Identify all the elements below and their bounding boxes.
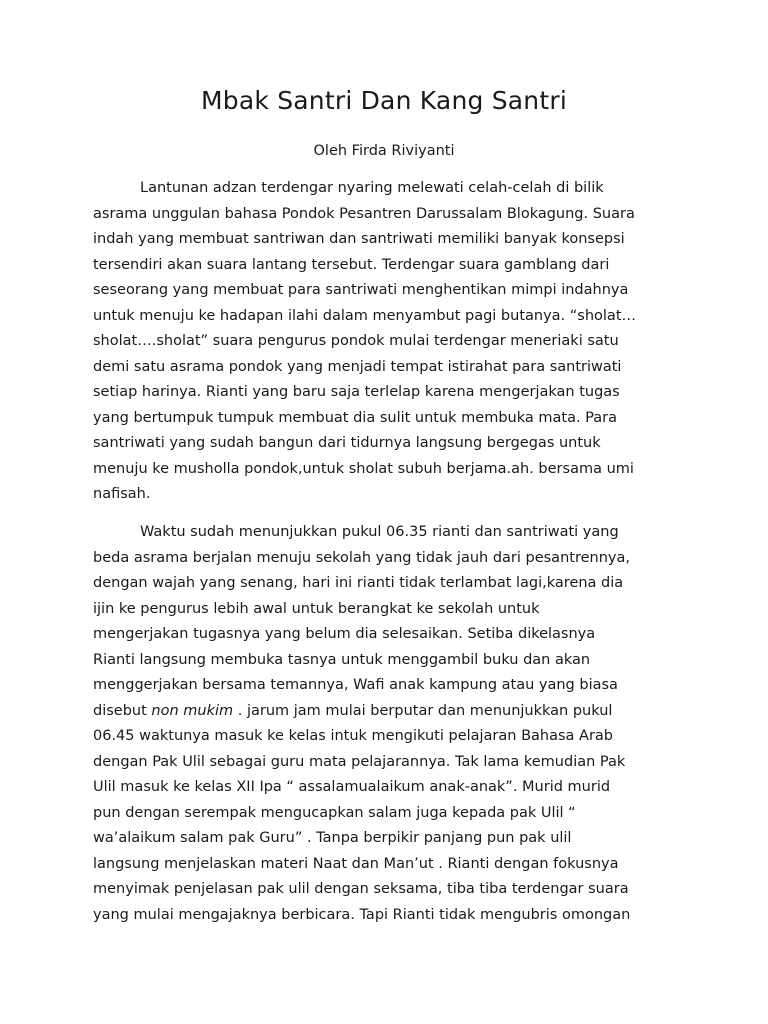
text-line: demi satu asrama pondok yang menjadi tempat istirahat para santriwati — [93, 358, 622, 375]
text-line: nafisah. — [93, 486, 151, 502]
text-line: untuk menuju ke hadapan ilahi dalam menyambut pagi butanya. “sholat… — [93, 307, 636, 324]
text-line: beda asrama berjalan menuju sekolah yang tidak jauh dari pesantrennya, — [93, 549, 630, 566]
text-line: menyimak penjelasan pak ulil dengan seksama, tiba tiba terdengar suara — [93, 881, 629, 897]
text-line: dengan wajah yang senang, hari ini rianti tidak terlambat lagi,karena dia — [93, 575, 624, 591]
text-line: dengan Pak Ulil sebagai guru mata pelajarannya. Tak lama kemudian Pak — [93, 753, 626, 770]
text-line: Rianti langsung membuka tasnya untuk menggambil buku dan akan — [93, 651, 591, 668]
paragraph-1 — [93, 176, 683, 508]
text-line: 06.45 waktunya masuk ke kelas intuk mengikuti pelajaran Bahasa Arab — [93, 728, 614, 744]
text-line: Waktu sudah menunjukkan pukul 06.35 rianti dan santriwati yang — [140, 524, 619, 540]
text-line: Lantunan adzan terdengar nyaring melewati celah-celah di bilik — [140, 180, 604, 196]
document-title: Mbak Santri Dan Kang Santri — [201, 86, 567, 115]
text-line: indah yang membuat santriwan dan santriwati memiliki banyak konsepsi — [93, 231, 625, 247]
text-line: tersendiri akan suara lantang tersebut. Terdengar suara gamblang dari — [93, 256, 610, 273]
text-line — [93, 699, 683, 725]
text-line: mengerjakan tugasnya yang belum dia selesaikan. Setiba dikelasnya — [93, 626, 596, 642]
text-line: santriwati yang sudah bangun dari tidurnya langsung bergegas untuk — [93, 435, 601, 451]
document-author: Oleh Firda Riviyanti — [313, 143, 455, 159]
text-line: yang bertumpuk tumpuk membuat dia sulit untuk membuka mata. Para — [93, 409, 618, 426]
text-line: wa’alaikum salam pak Guru” . Tanpa berpikir panjang pun pak ulil — [93, 830, 572, 846]
text-line: menuju ke musholla pondok,untuk sholat subuh berjama.ah. bersama umi — [93, 460, 634, 477]
text-line: menggerjakan bersama temannya, Wafi anak kampung atau yang biasa — [93, 677, 618, 693]
text-segment: disebut — [93, 702, 152, 719]
text-line: setiap harinya. Rianti yang baru saja terlelap karena mengerjakan tugas — [93, 384, 620, 400]
text-segment: . jarum jam mulai berputar dan menunjukkan pukul — [233, 702, 613, 719]
text-line: langsung menjelaskan materi Naat dan Man’ut . Rianti dengan fokusnya — [93, 855, 619, 872]
text-line: seseorang yang membuat para santriwati menghentikan mimpi indahnya — [93, 282, 629, 298]
text-line: ijin ke pengurus lebih awal untuk berangkat ke sekolah untuk — [93, 600, 540, 617]
italic-term: non mukim — [151, 702, 234, 719]
text-line: asrama unggulan bahasa Pondok Pesantren Darussalam Blokagung. Suara — [93, 205, 635, 222]
paragraph-2 — [93, 520, 683, 928]
text-line: Ulil masuk ke kelas XII Ipa “ assalamualaikum anak-anak”. Murid murid — [93, 779, 611, 795]
text-line: sholat….sholat” suara pengurus pondok mulai terdengar meneriaki satu — [93, 333, 619, 349]
text-line: pun dengan serempak mengucapkan salam juga kepada pak Ulil “ — [93, 804, 576, 821]
text-line: yang mulai mengajaknya berbicara. Tapi Rianti tidak mengubris omongan — [93, 906, 631, 923]
